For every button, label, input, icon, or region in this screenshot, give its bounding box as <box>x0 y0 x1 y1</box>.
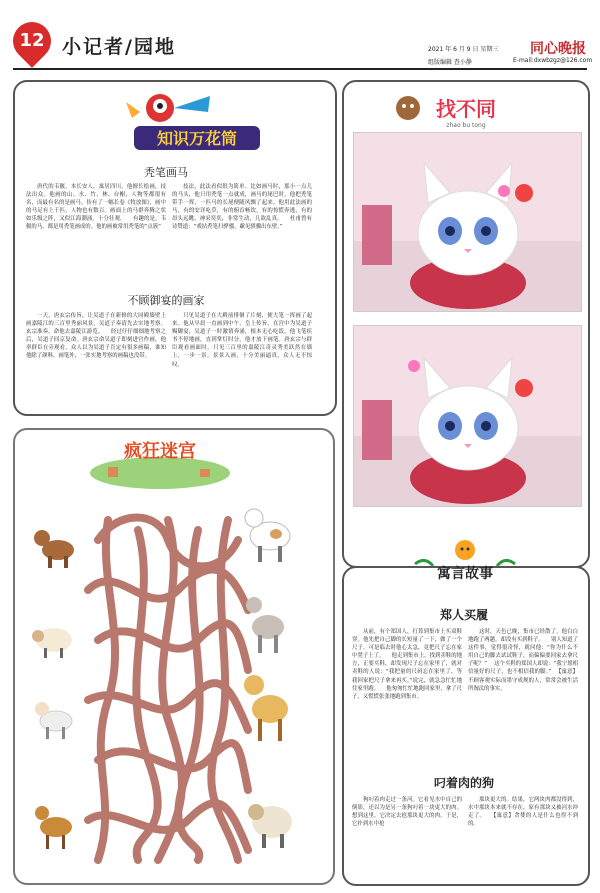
horse-icon <box>30 520 80 570</box>
header-rule <box>13 68 587 70</box>
maze-paths[interactable] <box>78 500 258 868</box>
spot-image-b[interactable] <box>353 325 582 507</box>
story-title-2: 叼着肉的狗 <box>433 776 494 790</box>
leaf-icon <box>497 560 515 566</box>
editor-credit: 组版编辑 查小静 <box>428 59 472 66</box>
story-title-1: 郑人买履 <box>439 608 488 622</box>
newspaper-brand: 同心晚报 <box>530 41 586 57</box>
cat-illustration-icon <box>354 326 581 506</box>
donkey-icon <box>240 585 290 655</box>
spot-difference-title <box>392 90 522 130</box>
article-title-2: 不顾御宴的画家 <box>127 294 205 307</box>
page-header <box>0 0 600 72</box>
column-name: 小记者/园地 <box>62 36 176 58</box>
contact-email: E-mail:dxwbzgz@126.com <box>513 57 593 64</box>
leaf-icon <box>415 560 433 566</box>
maze-title <box>80 433 240 493</box>
page-number: 12 <box>19 30 45 51</box>
knowledge-logo-text: 知识万花筒 <box>156 129 238 148</box>
article-1-col-1: 唐代的韦偃，本长安人，寓居四川。他擅长绘画，技法出众。他画的山、水、竹、林、台榭，人物等都很有名，而最有名的是画马。传有了一幅长卷《牧放图》，画中的马足有上千匹，人物也有数百。画面上的马群奔腾之状如乐级之阵，又似江海潮涌，十分壮观。 有趣的是，韦偃的马，都是用秃笔画成的。他的画被常用秃笔的“点簇” <box>26 184 166 231</box>
issue-date: 2021 年 6 月 9 日 星期三 <box>428 46 499 53</box>
sun-icon <box>455 540 475 560</box>
ram-icon <box>242 790 298 850</box>
cat-illustration-icon <box>354 133 581 311</box>
story-1-col-2: 这时，天色已晚，集市已经散了。他白白地跑了两趟，却没有买到鞋子。 别人知道了这件事，觉得很奇怪，就问他：“你为什么不用自己的脚去试试鞋子，而偏偏要回家去拿尺子呢？” 这个买鞋的郑国人却说：“我宁愿相信量好的尺子，也不相信我的脚。” 【寓意】不顾客观实际而墨守成规的人，常常会被生活所淘汰的事实。 <box>468 629 578 692</box>
article-2-col-1: 一天，唐玄宗传旨，让吴道子在新修的大同殿墙壁上画嘉陵江的三百里秀丽风景，吴道子奏请先去实地考察。玄宗准奏，命他去嘉陵江游览。 经过仔仔细细地考察之后，吴道子回京复命。唐玄宗命吴道子即刻进宫作画，他率群臣在旁观看，众人以为吴道子肯定有很多画稿，谁知他除了颜料、画笔外，一张实地考察的画稿也没带。 <box>26 313 166 360</box>
cow-icon <box>240 500 296 564</box>
monkey-icon <box>396 96 420 120</box>
knowledge-logo <box>120 82 270 154</box>
svg-text:疯狂迷宫: 疯狂迷宫 <box>124 441 196 462</box>
goat-icon <box>32 695 76 741</box>
house-icon <box>108 467 118 477</box>
house-icon <box>200 469 210 477</box>
story-2-col-1: 狗叼着肉走过一条河。它看见水中自己的倒影，还以为是另一条狗叼着一块更大的肉。想到这里，它决定去抢那块更大的肉。于是，它扑到水中抢 <box>352 797 462 828</box>
svg-text:zhao bu tong: zhao bu tong <box>446 122 486 129</box>
article-title-1: 秃笔画马 <box>144 166 188 179</box>
fable-logo <box>405 536 525 584</box>
svg-text:找不同: 找不同 <box>436 97 496 121</box>
article-2-col-2: 只见吴道子在大殿前徘徊了片刻，便大笔一挥画了起来。他从早晨一直画到中午，皇上传旨，在宫中为吴道子赐御宴，吴道子一时激情奔涌，根本无心吃饭，他飞笔疾书不停地画，直到掌灯时分，他才放下画笔。唐玄宗与群臣观看画面时，只见三百里的嘉陵江奇灵秀美跃然在墙上，一步一景，景景入画，十分美丽逼真，众人无不惊叹。 <box>172 313 312 368</box>
svg-text:寓言故事: 寓言故事 <box>437 566 493 582</box>
pony-icon <box>240 665 296 745</box>
story-1-col-1: 从前，有个郑国人，打算到集市上买双鞋穿。他先把自己脚的长短量了一下，做了一个尺子。可是临去时他心太急，竟把尺子忘在家中凳子上了。 他走到集市上，找到卖鞋的地方，正要买鞋，却发现尺子忘在家里了，就对卖鞋的人说：“我把量的尺码忘在家里了，等我回家把尺子拿来再买。”说完，就急急忙忙地往家里跑。 他匆匆忙忙地跑回家里，拿了尺子，又慌慌张张地跑到集市。 <box>352 629 462 700</box>
spot-image-a[interactable] <box>353 132 582 312</box>
sheep-icon <box>30 620 76 660</box>
story-2-col-2: 那块更大的。结果，它两块肉都没得到，水中那块本来就不存在，原有那块又被河水冲走了。 【寓意】贪婪的人是什么也得不到的。 <box>468 797 578 828</box>
article-1-col-2: 技法，此法看似很为简单。比如画马时，那小一点儿的马头，他只用秃笔一点就成，画马的尾巴时，他把秃笔带手一挥，一匹马的长尾便随风飘了起来。他用此法画的马，有的安详吃草，有的俯首畅饮，有的惊慌奔逃，有的昂头远眺、神采奕奕，非常生动，几欲乱真。 杜甫曾有诗赞道：“戏拈秃笔扫骅骝，歘见骐骥出东壁。” <box>172 184 312 231</box>
deer-icon <box>30 795 78 851</box>
